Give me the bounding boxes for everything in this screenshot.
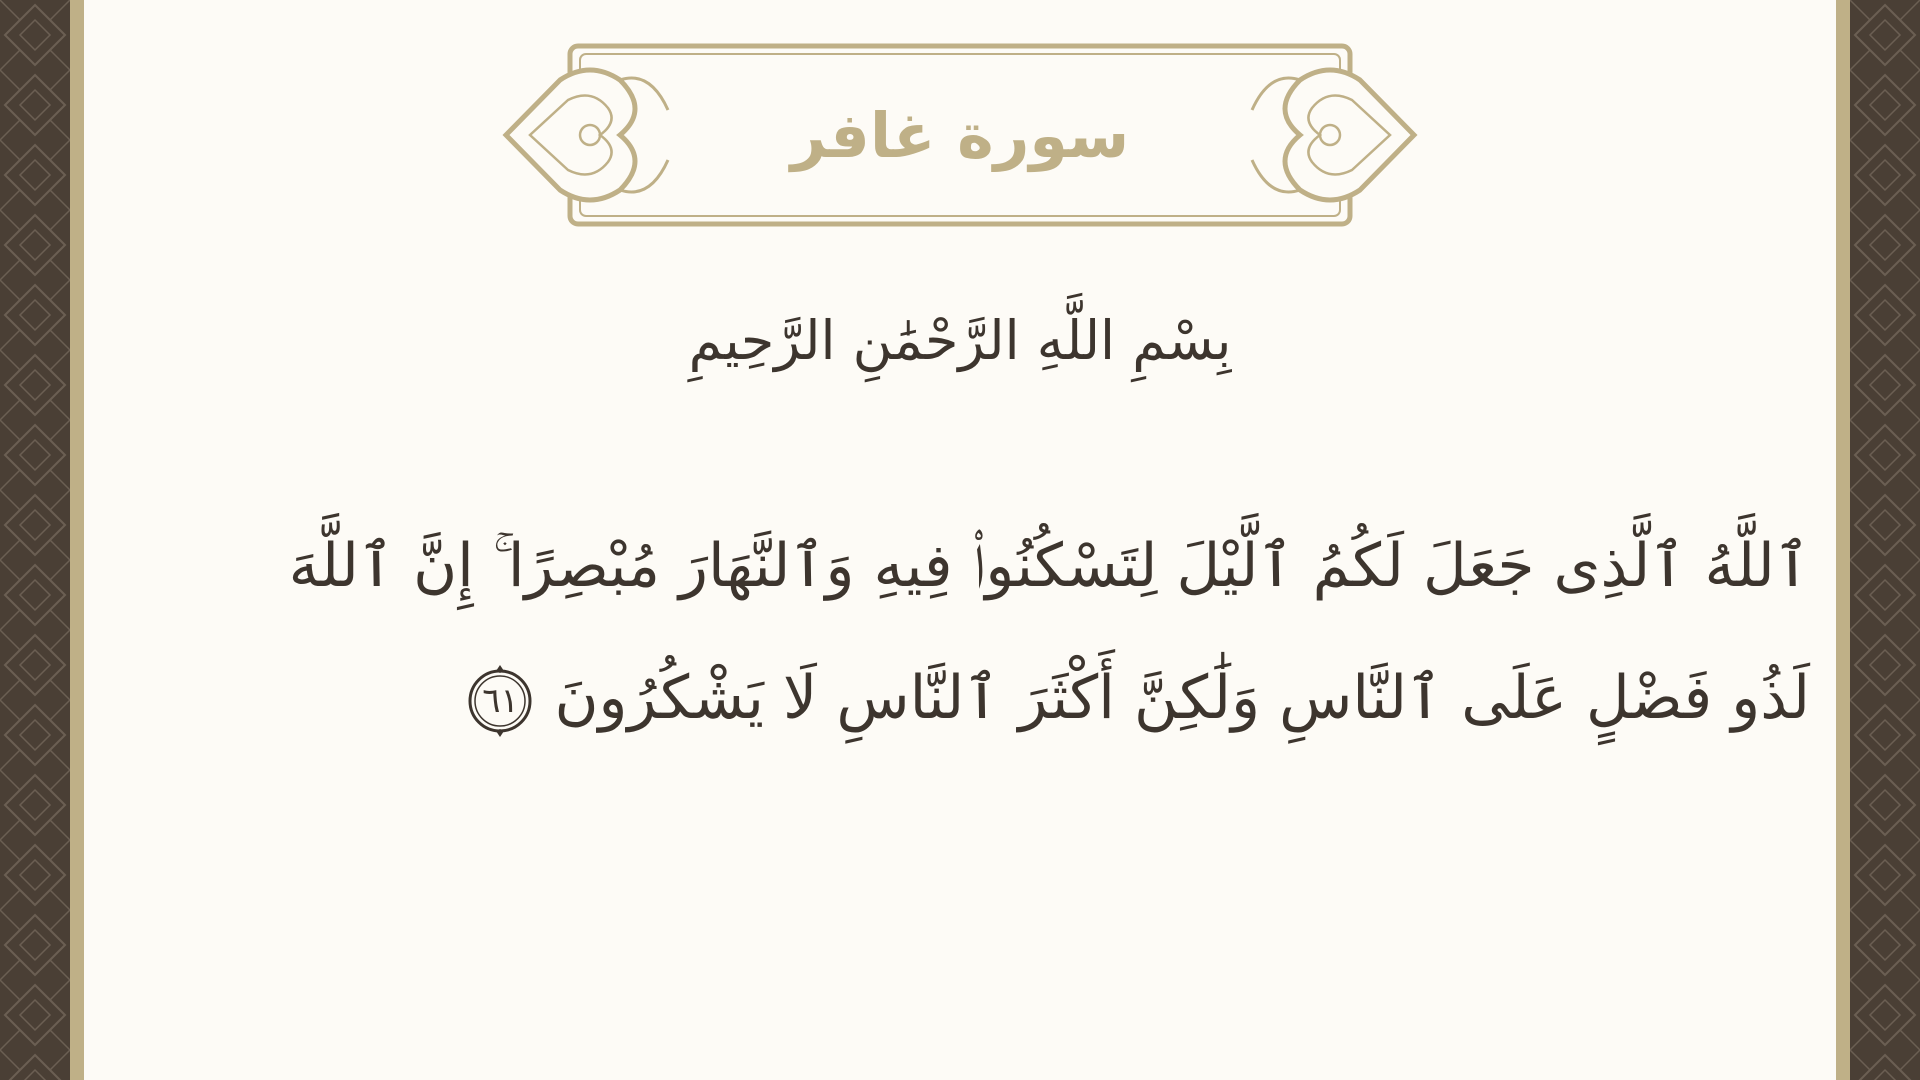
- surah-title: سورة غافر: [790, 98, 1130, 172]
- verse-line-2-text: لَذُو فَضْلٍ عَلَى ٱلنَّاسِ وَلَٰكِنَّ أَكْثَرَ ٱلنَّاسِ لَا يَشْكُرُونَ: [554, 663, 1810, 733]
- basmala: بِسْمِ اللَّهِ الرَّحْمَٰنِ الرَّحِيمِ: [688, 308, 1232, 372]
- verse-line-1: ٱللَّهُ ٱلَّذِى جَعَلَ لَكُمُ ٱلَّيْلَ لِتَسْكُنُوا۟ فِيهِ وَٱلنَّهَارَ مُبْصِرًا ۚ إِنَّ ٱللَّهَ: [288, 531, 1810, 601]
- right-ornament-border: [1850, 0, 1920, 1080]
- verse-text: [288, 500, 1810, 764]
- left-ornament-border: [0, 0, 70, 1080]
- ayah-number-marker: [460, 661, 540, 741]
- right-gold-rule: [1836, 0, 1850, 1080]
- surah-header-frame: [500, 40, 1420, 230]
- left-gold-rule: [70, 0, 84, 1080]
- ayah-number: ٦١: [482, 681, 519, 722]
- verse-line-2: [310, 632, 1810, 764]
